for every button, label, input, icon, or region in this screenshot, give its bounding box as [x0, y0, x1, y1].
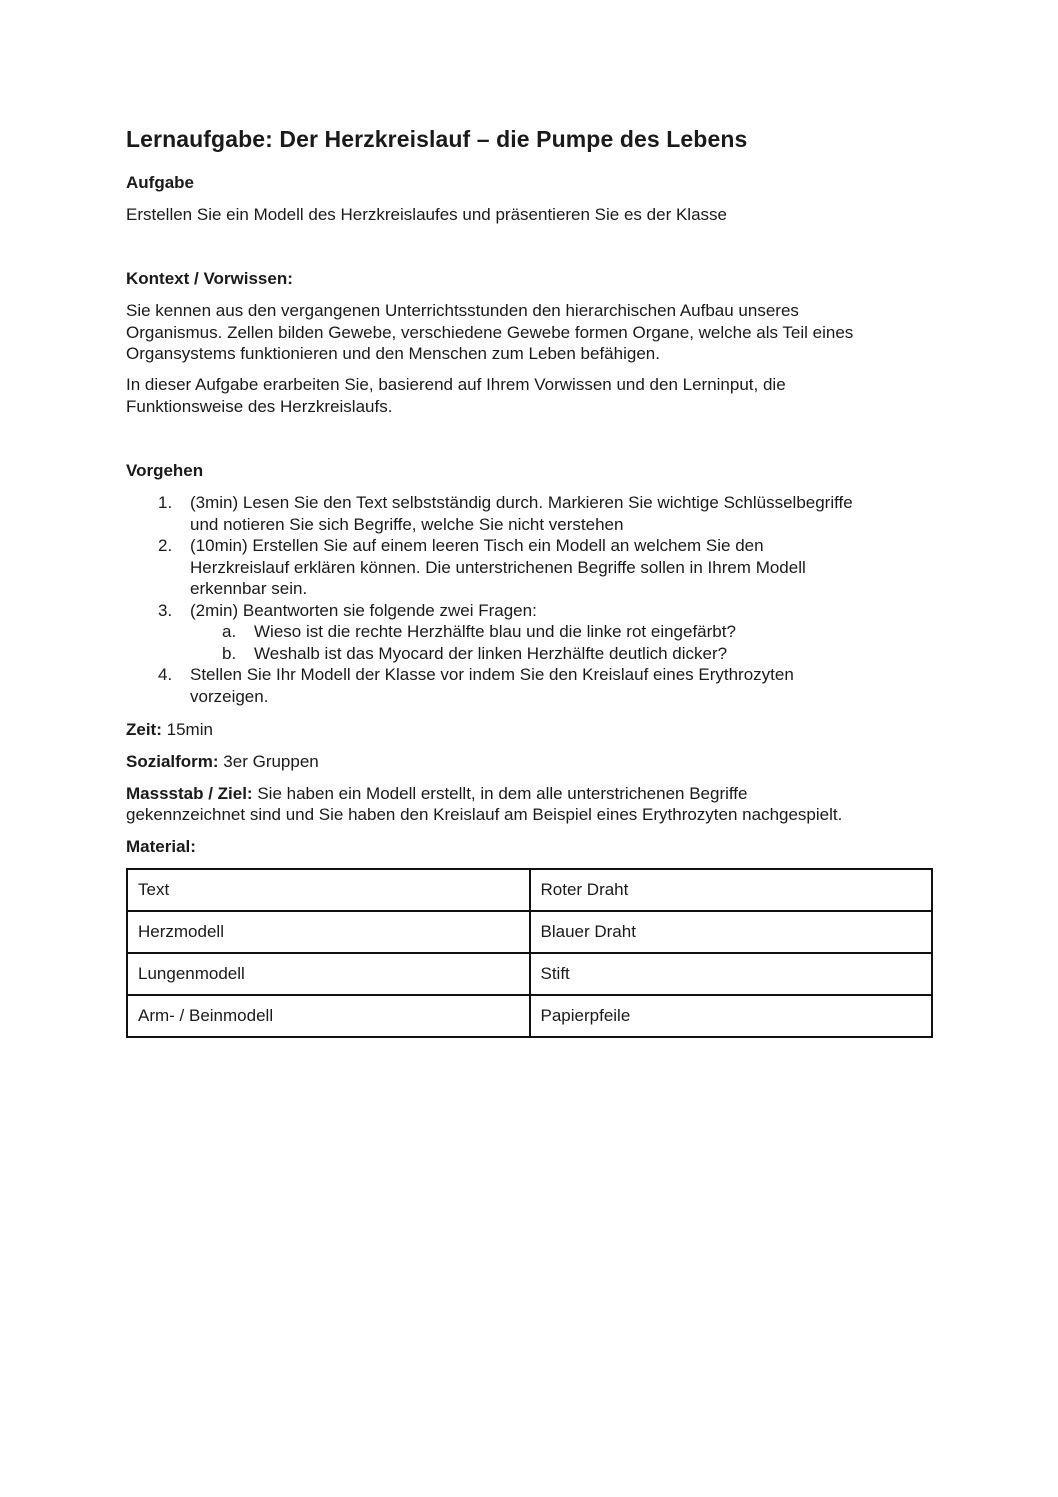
step-line: Stellen Sie Ihr Modell der Klasse vor indem Sie den Kreislauf eines Erythrozyten — [190, 665, 794, 684]
sozialform-line — [126, 751, 319, 773]
sub-item-text: Weshalb ist das Myocard der linken Herzhälfte deutlich dicker? — [254, 643, 728, 663]
table-cell: Blauer Draht — [530, 911, 933, 953]
sub-item — [190, 621, 936, 643]
vorgehen-steps — [126, 492, 936, 707]
sub-item-text: Wieso ist die rechte Herzhälfte blau und die linke rot eingefärbt? — [254, 622, 736, 641]
table-cell: Arm- / Beinmodell — [127, 995, 530, 1037]
zeit-label: Zeit: — [126, 720, 162, 739]
step-number: 1. — [158, 493, 173, 512]
step-number: 2. — [158, 536, 173, 555]
massstab-label: Massstab / Ziel: — [126, 784, 253, 803]
table-row — [127, 869, 932, 911]
sub-item-letter: a. — [222, 622, 237, 641]
material-heading: Material: — [126, 837, 196, 856]
kontext-line: Organismus. Zellen bilden Gewebe, verschiedene Gewebe formen Organe, welche als Teil eines — [126, 322, 854, 342]
table-cell: Papierpfeile — [530, 995, 933, 1037]
kontext-line: Sie kennen aus den vergangenen Unterrichtsstunden den hierarchischen Aufbau unseres — [126, 301, 799, 320]
table-row — [127, 953, 932, 995]
step-line: vorzeigen. — [190, 686, 269, 706]
step-item — [126, 664, 936, 707]
step-line: und notieren Sie sich Begriffe, welche Sie nicht verstehen — [190, 514, 624, 534]
massstab-line-1 — [126, 783, 747, 805]
aufgabe-heading: Aufgabe — [126, 173, 194, 192]
step-line: (2min) Beantworten sie folgende zwei Fragen: — [190, 600, 537, 620]
table-cell: Stift — [530, 953, 933, 995]
page-title: Lernaufgabe: Der Herzkreislauf – die Pumpe des Lebens — [126, 126, 748, 152]
kontext-line: Organsystems funktionieren und den Menschen zum Leben befähigen. — [126, 344, 660, 363]
aufgabe-text — [126, 204, 936, 226]
table-cell: Text — [127, 869, 530, 911]
kontext-paragraph-2 — [126, 374, 936, 417]
sub-item — [190, 643, 936, 665]
kontext-heading: Kontext / Vorwissen: — [126, 269, 293, 288]
table-cell: Lungenmodell — [127, 953, 530, 995]
step-sub-list — [190, 621, 936, 664]
aufgabe-text-line: Erstellen Sie ein Modell des Herzkreislaufes und präsentieren Sie es der Klasse — [126, 205, 727, 224]
step-number: 3. — [158, 600, 173, 620]
table-row — [127, 995, 932, 1037]
step-item — [126, 600, 936, 665]
sozialform-label: Sozialform: — [126, 752, 219, 771]
massstab-text: gekennzeichnet sind und Sie haben den Kreislauf am Beispiel eines Erythrozyten nachgespielt. — [126, 805, 843, 824]
kontext-paragraph-1 — [126, 300, 936, 365]
zeit-value: 15min — [166, 720, 213, 739]
massstab-line-2 — [126, 804, 842, 826]
table-cell: Roter Draht — [530, 869, 933, 911]
vorgehen-heading: Vorgehen — [126, 461, 204, 480]
step-line: Herzkreislauf erklären können. Die unterstrichenen Begriffe sollen in Ihrem Modell — [190, 557, 806, 577]
kontext-line: Funktionsweise des Herzkreislaufs. — [126, 396, 393, 416]
step-item — [126, 492, 936, 535]
step-line: (3min) Lesen Sie den Text selbstständig durch. Markieren Sie wichtige Schlüsselbegriffe — [190, 493, 853, 512]
sub-item-letter: b. — [222, 643, 237, 663]
sozialform-value: 3er Gruppen — [223, 752, 319, 771]
step-line: erkennbar sein. — [190, 579, 308, 598]
step-number: 4. — [158, 665, 173, 684]
zeit-line — [126, 719, 213, 741]
kontext-line: In dieser Aufgabe erarbeiten Sie, basierend auf Ihrem Vorwissen und den Lerninput, die — [126, 375, 786, 394]
massstab-text: Sie haben ein Modell erstellt, in dem alle unterstrichenen Begriffe — [257, 784, 748, 803]
step-line: (10min) Erstellen Sie auf einem leeren Tisch ein Modell an welchem Sie den — [190, 536, 764, 555]
table-cell: Herzmodell — [127, 911, 530, 953]
table-row — [127, 911, 932, 953]
step-item — [126, 535, 936, 600]
material-table — [126, 868, 933, 1038]
